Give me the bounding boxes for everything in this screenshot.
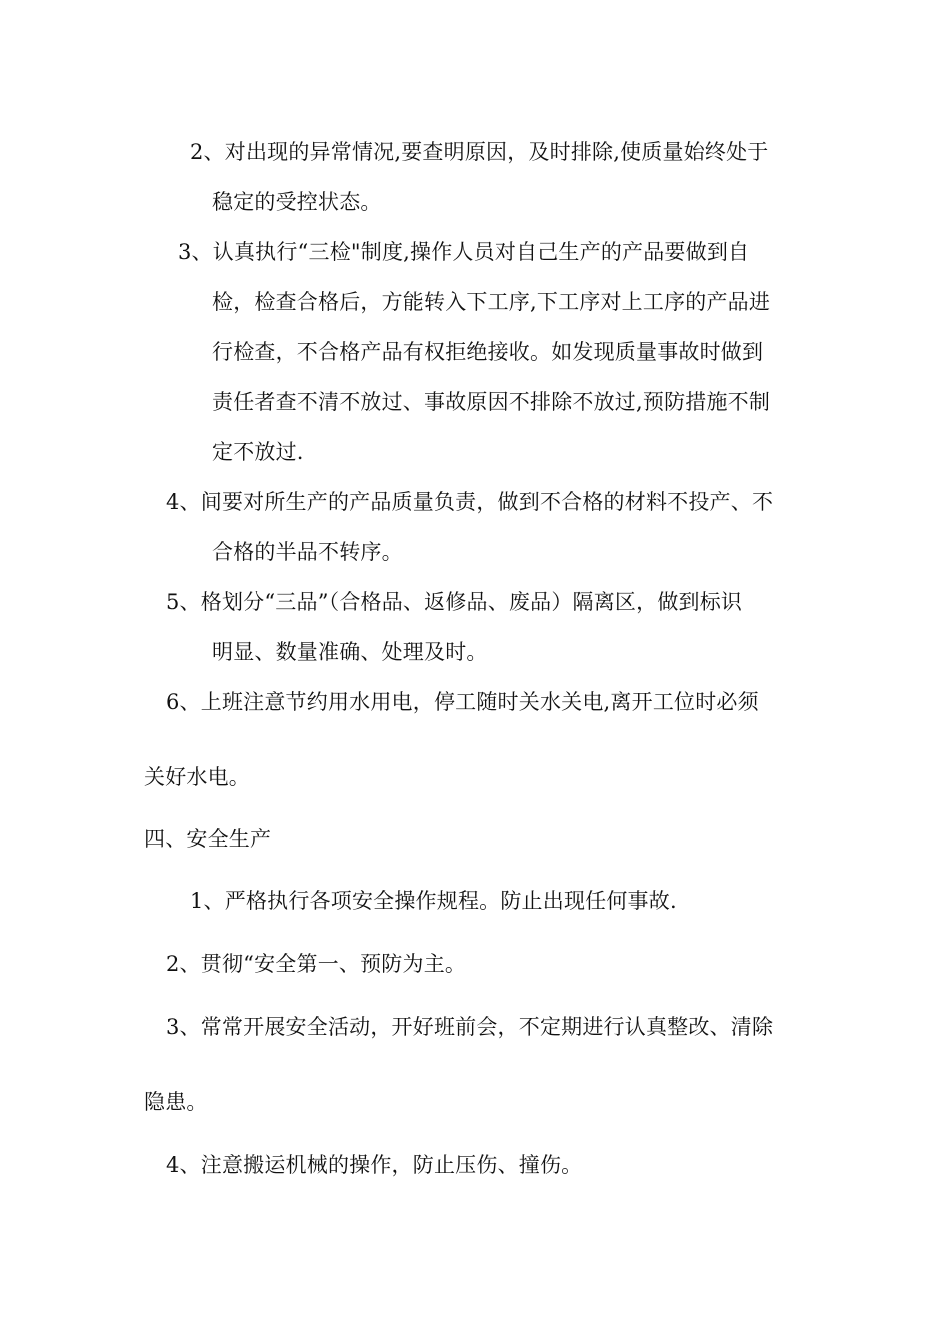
item4-line2: 合格的半品不转序。 bbox=[212, 540, 403, 564]
item2-line2: 稳定的受控状态。 bbox=[212, 190, 382, 214]
item5-line1: 5、格划分“三品”（合格品、返修品、废品）隔离区，做到标识 bbox=[166, 590, 743, 614]
safety-item2: 2、贯彻“安全第一、预防为主。 bbox=[166, 952, 467, 976]
safety-item3-line2: 隐患。 bbox=[144, 1090, 208, 1114]
item3-line5: 定不放过. bbox=[212, 440, 304, 464]
item5-line2: 明显、数量准确、处理及时。 bbox=[212, 640, 488, 664]
safety-item4: 4、注意搬运机械的操作，防止压伤、撞伤。 bbox=[166, 1153, 583, 1177]
item4-line1: 4、间要对所生产的产品质量负责，做到不合格的材料不投产、不 bbox=[166, 490, 774, 514]
item2-line1: 2、对出现的异常情况,要查明原因，及时排除,使质量始终处于 bbox=[190, 140, 769, 164]
item3-line3: 行检查，不合格产品有权拒绝接收。如发现质量事故时做到 bbox=[212, 340, 764, 364]
item3-line4: 责任者查不清不放过、事故原因不排除不放过,预防措施不制 bbox=[212, 390, 771, 414]
section-heading-safety: 四、安全生产 bbox=[144, 827, 272, 851]
item6-line1: 6、上班注意节约用水用电，停工随时关水关电,离开工位时必须 bbox=[166, 690, 759, 714]
safety-item1: 1、严格执行各项安全操作规程。防止出现任何事故. bbox=[190, 889, 677, 913]
safety-item3-line1: 3、常常开展安全活动，开好班前会，不定期进行认真整改、清除 bbox=[166, 1015, 774, 1039]
item6-line2: 关好水电。 bbox=[144, 765, 250, 789]
item3-line2: 检，检查合格后，方能转入下工序,下工序对上工序的产品进 bbox=[212, 290, 771, 314]
item3-line1: 3、认真执行“三检"制度,操作人员对自己生产的产品要做到自 bbox=[178, 240, 750, 264]
